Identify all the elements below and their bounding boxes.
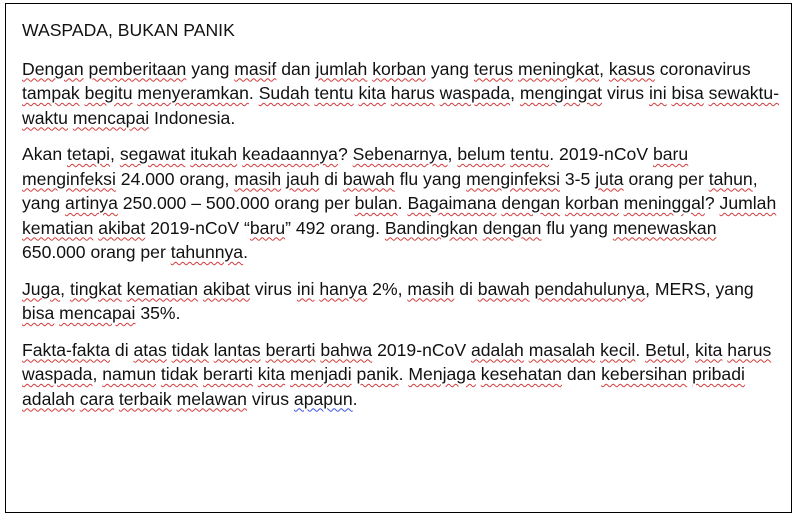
spelling-flagged-word: pemberitaan xyxy=(88,58,187,79)
spelling-flagged-word: mengingat xyxy=(519,83,603,103)
spelling-flagged-word: tahun xyxy=(708,168,753,189)
spelling-flagged-word: harus xyxy=(390,83,435,103)
spelling-flagged-word: panik xyxy=(356,364,399,384)
spelling-flagged-word: artinya xyxy=(65,193,118,213)
spelling-flagged-word: tampak xyxy=(22,83,80,103)
spelling-flagged-word: Jumlah xyxy=(719,193,777,213)
spelling-flagged-word: menginfeksi xyxy=(22,168,116,189)
spelling-flagged-word: tentu xyxy=(314,83,354,103)
paragraph-1: Dengan pemberitaan yang masif dan jumlah korban yang terus meningkat, kasus coronavirus tampak begitu menyeramkan. Sudah tentu kita harus waspada, mengingat virus ini bisa sewaktu-waktu mencapai Indonesia. xyxy=(22,58,780,128)
paragraph-3: Juga, tingkat kematian akibat virus ini hanya 2%, masih di bawah pendahulunya, MERS, yang bisa mencapai 35%. xyxy=(22,278,754,323)
spelling-flagged-word: menginfeksi xyxy=(466,168,560,189)
spelling-flagged-word: tentu xyxy=(510,144,550,164)
spelling-flagged-word: Fakta-fakta xyxy=(22,339,111,360)
spelling-flagged-word: menewaskan xyxy=(612,217,717,238)
spelling-flagged-word: baru xyxy=(652,144,689,164)
spelling-flagged-word: Sudah xyxy=(258,83,310,103)
spelling-flagged-word: kita xyxy=(695,339,723,360)
spelling-flagged-word: kematian xyxy=(126,278,199,299)
spelling-flagged-word: terus xyxy=(473,58,514,79)
spelling-flagged-word: jauh xyxy=(286,168,320,189)
spelling-flagged-word: menjadi xyxy=(290,364,352,384)
spelling-flagged-word: Sebenarnya xyxy=(352,144,448,164)
spelling-flagged-word: hanya xyxy=(319,278,368,299)
spelling-flagged-word: juta xyxy=(595,168,624,189)
spelling-flagged-word: kecil xyxy=(600,339,636,360)
grammar-flagged-word: apapun xyxy=(293,388,353,409)
spelling-flagged-word: Dengan xyxy=(22,58,84,79)
spelling-flagged-word: bulan xyxy=(354,193,398,213)
spelling-flagged-word: tidak xyxy=(160,364,199,384)
spelling-flagged-word: waspada xyxy=(439,83,511,103)
spelling-flagged-word: menyeramkan xyxy=(137,83,249,103)
spelling-flagged-word: Bagaimana xyxy=(407,193,497,213)
spelling-flagged-word: kesehatan xyxy=(480,364,562,384)
spelling-flagged-word: bahwa xyxy=(320,339,373,360)
spelling-flagged-word: tidak xyxy=(171,339,209,360)
spelling-flagged-word: bawah xyxy=(342,168,395,189)
spelling-flagged-word: meninggal xyxy=(623,193,705,213)
spelling-flagged-word: masih xyxy=(234,168,282,189)
spelling-flagged-word: masif xyxy=(234,58,277,79)
spelling-flagged-word: pendahulunya xyxy=(534,278,646,299)
spelling-flagged-word: Menjaga xyxy=(408,364,476,384)
spelling-flagged-word: mencapai xyxy=(72,107,150,128)
spelling-flagged-word: berarti xyxy=(202,364,253,384)
document-frame xyxy=(5,3,792,513)
spelling-flagged-word: berarti xyxy=(265,339,316,360)
spelling-flagged-word: itukah xyxy=(190,144,238,164)
document-title: WASPADA, BUKAN PANIK xyxy=(22,20,235,40)
paragraph-4: Fakta-fakta di atas tidak lantas berarti bahwa 2019-nCoV adalah masalah kecil. Betul, kita harus waspada, namun tidak berarti kita menjadi panik. Menjaga kesehatan dan kebersihan pribadi adalah cara terbaik melawan virus apapun. xyxy=(22,339,772,409)
spelling-flagged-word: dengan xyxy=(501,193,561,213)
spelling-flagged-word: melawan xyxy=(176,388,247,409)
spelling-flagged-word: adalah xyxy=(470,339,524,360)
spelling-flagged-word: korban xyxy=(564,193,619,213)
spelling-flagged-word: pribadi xyxy=(692,364,745,384)
paragraph-2: Akan tetapi, segawat itukah keadaannya? Sebenarnya, belum tentu. 2019-nCoV baru menginfeksi 24.000 orang, masih jauh di bawah flu yang menginfeksi 3-5 juta orang per tahun, yang artinya 250.000 – 500.000 orang per bulan. Bagaimana dengan korban meninggal? Jumlah kematian akibat 2019-nCoV “baru” 492 orang. Bandingkan dengan flu yang menewaskan 650.000 orang per tahunnya. xyxy=(22,144,777,262)
spelling-flagged-word: bisa xyxy=(22,303,55,323)
spelling-flagged-word: tahunnya xyxy=(170,242,244,262)
spelling-flagged-word: namun xyxy=(102,364,157,384)
spelling-flagged-word: kematian xyxy=(22,217,94,238)
spelling-flagged-word: ini xyxy=(649,83,667,103)
spelling-flagged-word: baru xyxy=(249,217,286,238)
spelling-flagged-word: segawat xyxy=(119,144,186,164)
document-body xyxy=(22,18,782,423)
spelling-flagged-word: cara xyxy=(79,388,114,409)
spelling-flagged-word: belum xyxy=(457,144,506,164)
spelling-flagged-word: kita xyxy=(257,364,286,384)
spelling-flagged-word: adalah xyxy=(22,388,75,409)
spelling-flagged-word: terbaik xyxy=(118,388,172,409)
spelling-flagged-word: korban xyxy=(372,58,426,79)
spelling-flagged-word: mencapai xyxy=(59,303,136,323)
spelling-flagged-word: begitu xyxy=(84,83,133,103)
spelling-flagged-word: akibat xyxy=(202,278,250,299)
spelling-flagged-word: waspada xyxy=(22,364,93,384)
spelling-flagged-word: meningkat xyxy=(517,58,600,79)
spelling-flagged-word: bawah xyxy=(477,278,530,299)
spelling-flagged-word: masalah xyxy=(528,339,596,360)
spelling-flagged-word: lantas xyxy=(213,339,261,360)
spelling-flagged-word: kita xyxy=(358,83,386,103)
spelling-flagged-word: masih xyxy=(407,278,455,299)
spelling-flagged-word: dengan xyxy=(482,217,542,238)
spelling-flagged-word: ini xyxy=(296,278,315,299)
spelling-flagged-word: Bandingkan xyxy=(384,217,478,238)
spelling-flagged-word: bisa xyxy=(671,83,704,103)
spelling-flagged-word: harus xyxy=(727,339,772,360)
spelling-flagged-word: keadaannya xyxy=(242,144,338,164)
spelling-flagged-word: atas xyxy=(133,339,167,360)
spelling-flagged-word: Betul xyxy=(645,339,686,360)
spelling-flagged-word: kebersihan xyxy=(601,364,688,384)
spelling-flagged-word: akibat xyxy=(98,217,146,238)
spelling-flagged-word: jumlah xyxy=(315,58,368,79)
spelling-flagged-word: Juga xyxy=(22,278,61,299)
spelling-flagged-word: sewaktu-waktu xyxy=(22,83,780,128)
spelling-flagged-word: tetapi xyxy=(67,144,111,164)
spelling-flagged-word: kasus xyxy=(608,58,655,79)
spelling-flagged-word: tingkat xyxy=(69,278,122,299)
